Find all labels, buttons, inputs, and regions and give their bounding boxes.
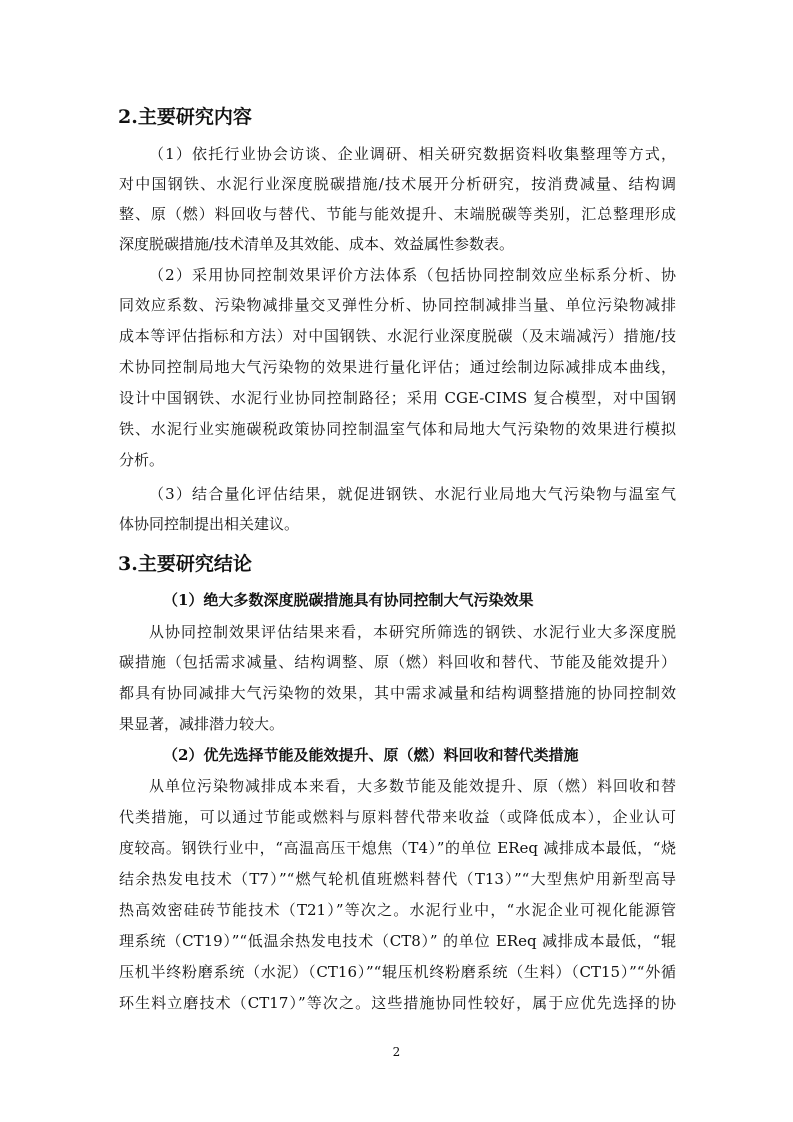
text-line: 深度脱碳措施/技术清单及其效能、成本、效益属性参数表。 (119, 235, 515, 253)
text-line: 热高效密硅砖节能技术（T21）”等次之。水泥行业中，“水泥企业可视化能源管 (119, 901, 676, 919)
text-line: 果显著，减排潜力较大。 (119, 715, 285, 733)
text-line: 都具有协同减排大气污染物的效果，其中需求减量和结构调整措施的协同控制效 (119, 684, 676, 702)
section-2-heading: 2.主要研究内容 (118, 106, 252, 128)
text-line: 碳措施（包括需求减量、结构调整、原（燃）料回收和替代、节能及能效提升） (119, 653, 676, 671)
text-line: （3）结合量化评估结果，就促进钢铁、水泥行业局地大气污染物与温室气 (149, 485, 676, 503)
text-line: （1）依托行业协会访谈、企业调研、相关研究数据资料收集整理等方式， (149, 145, 676, 163)
text-line: 铁、水泥行业实施碳税政策协同控制温室气体和局地大气污染物的效果进行模拟 (119, 420, 676, 438)
text-line: 理系统（CT19）”“低温余热发电技术（CT8）” 的单位 EReq 减排成本最低，“辊 (119, 932, 676, 950)
text-line: 术协同控制局地大气污染物的效果进行量化评估；通过绘制边际减排成本曲线， (119, 358, 676, 376)
text-line: 分析。 (119, 451, 165, 469)
subsection-1-heading: （1）绝大多数深度脱碳措施具有协同控制大气污染效果 (163, 591, 534, 609)
text-line: 从单位污染物减排成本来看，大多数节能及能效提升、原（燃）料回收和替 (149, 777, 676, 795)
text-line: （2）采用协同控制效果评价方法体系（包括协同控制效应坐标系分析、协 (149, 266, 676, 284)
text-line: 体协同控制提出相关建议。 (119, 515, 300, 533)
text-line: 成本等评估指标和方法）对中国钢铁、水泥行业深度脱碳（及末端减污）措施/技 (119, 327, 676, 345)
text-line: 设计中国钢铁、水泥行业协同控制路径；采用 CGE-CIMS 复合模型，对中国钢 (119, 389, 676, 407)
text-line: 同效应系数、污染物减排量交叉弹性分析、协同控制减排当量、单位污染物减排 (119, 296, 676, 314)
text-line: 结余热发电技术（T7）”“燃气轮机值班燃料替代（T13）”“大型焦炉用新型高导 (119, 870, 676, 888)
text-line: 整、原（燃）料回收与替代、节能与能效提升、末端脱碳等类别，汇总整理形成 (119, 205, 676, 223)
text-line: 压机半终粉磨系统（水泥）（CT16）”“辊压机终粉磨系统（生料）（CT15）”“外循 (119, 963, 676, 981)
subsection-2-heading: （2）优先选择节能及能效提升、原（燃）料回收和替代类措施 (163, 746, 579, 764)
page-number: 2 (392, 1045, 401, 1059)
text-line: 对中国钢铁、水泥行业深度脱碳措施/技术展开分析研究，按消费减量、结构调 (119, 175, 676, 193)
section-3-heading: 3.主要研究结论 (118, 553, 252, 575)
text-line: 代类措施，可以通过节能或燃料与原料替代带来收益（或降低成本），企业认可 (119, 808, 676, 826)
text-line: 环生料立磨技术（CT17）”等次之。这些措施协同性较好，属于应优先选择的协 (119, 994, 676, 1012)
text-line: 从协同控制效果评估结果来看，本研究所筛选的钢铁、水泥行业大多深度脱 (149, 623, 676, 641)
text-line: 度较高。钢铁行业中，“高温高压干熄焦（T4）”的单位 EReq 减排成本最低，“烧 (119, 839, 676, 857)
